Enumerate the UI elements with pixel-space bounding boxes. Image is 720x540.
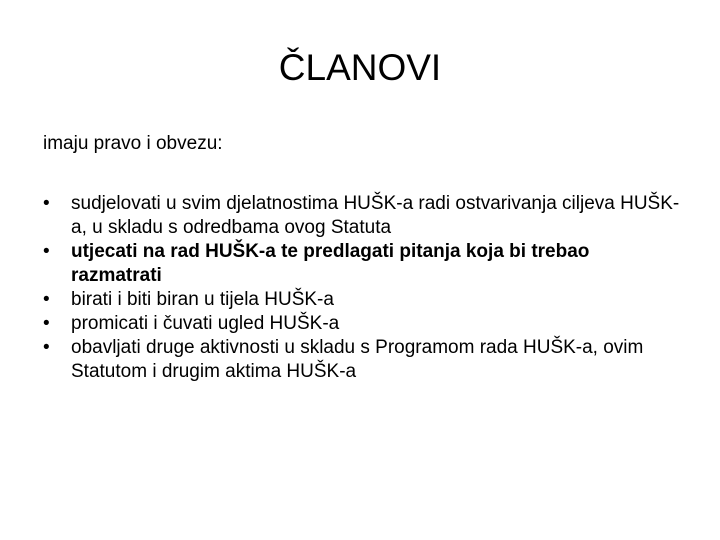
bullet-icon: • bbox=[43, 313, 50, 334]
bullet-icon: • bbox=[43, 337, 50, 358]
bullet-text: birati i biti biran u tijela HUŠK-a bbox=[71, 289, 334, 310]
bullet-item bbox=[43, 288, 683, 312]
intro-text: imaju pravo i obvezu: bbox=[43, 133, 223, 154]
bullet-item bbox=[43, 192, 683, 240]
bullet-item bbox=[43, 240, 683, 288]
bullet-icon: • bbox=[43, 193, 50, 214]
bullet-item bbox=[43, 336, 683, 384]
bullet-text: sudjelovati u svim djelatnostima HUŠK-a radi ostvarivanja ciljeva HUŠK-a, u skladu s odredbama ovog Statuta bbox=[71, 193, 680, 238]
bullet-icon: • bbox=[43, 289, 50, 310]
bullet-text: obavljati druge aktivnosti u skladu s Programom rada HUŠK-a, ovim Statutom i drugim aktima HUŠK-a bbox=[71, 337, 644, 382]
bullet-text: promicati i čuvati ugled HUŠK-a bbox=[71, 313, 340, 334]
bullet-item bbox=[43, 312, 683, 336]
slide-title: ČLANOVI bbox=[278, 47, 442, 88]
bullet-icon: • bbox=[43, 241, 50, 262]
bullet-text: utjecati na rad HUŠK-a te predlagati pitanja koja bi trebao razmatrati bbox=[71, 241, 590, 286]
bullet-list bbox=[43, 192, 683, 384]
